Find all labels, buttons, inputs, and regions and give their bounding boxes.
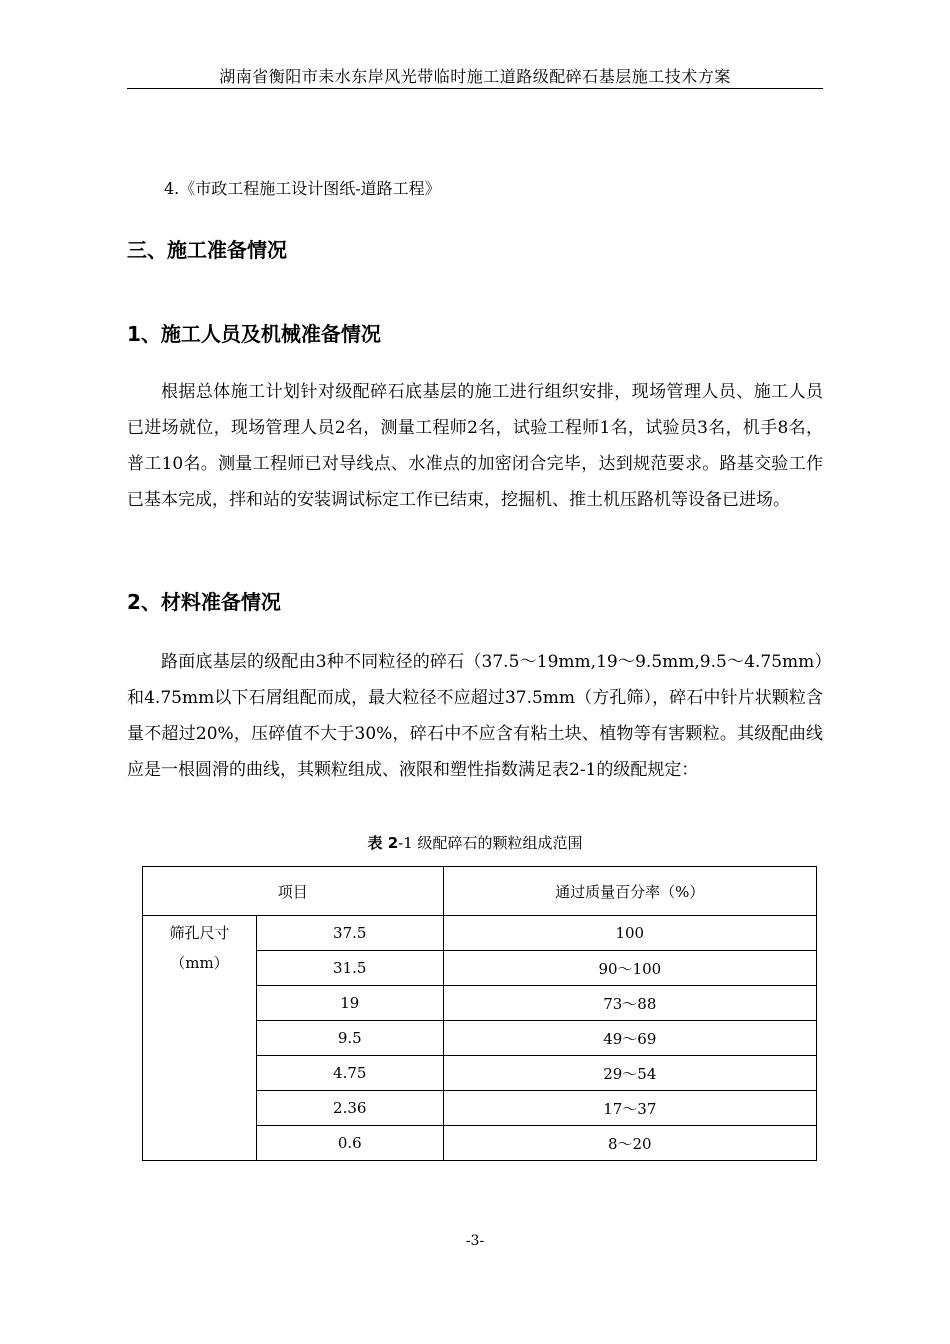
sieve-size-cell: 37.5 xyxy=(256,916,443,951)
subsection-heading-personnel: 1、施工人员及机械准备情况 xyxy=(127,322,381,346)
table-header-item: 项目 xyxy=(143,867,444,916)
sieve-size-label xyxy=(143,916,257,1161)
table-header-pass-rate: 通过质量百分率（%） xyxy=(443,867,816,916)
paragraph-materials: 路面底基层的级配由3种不同粒径的碎石（37.5～19mm,19～9.5mm,9.5～4.75mm）和4.75mm以下石屑组配而成，最大粒径不应超过37.5mm（方孔筛），碎石中针片状颗粒含量不超过20%，压碎值不大于30%，碎石中不应含有粘土块、植物等有害颗粒。其级配曲线应是一根圆滑的曲线，其颗粒组成、液限和塑性指数满足表2-1的级配规定： xyxy=(127,652,823,780)
table-caption-text: -1 级配碎石的颗粒组成范围 xyxy=(398,834,583,852)
pass-rate-cell: 100 xyxy=(443,916,816,951)
sieve-size-label-unit: （mm） xyxy=(170,954,229,972)
page-number: -3- xyxy=(465,1233,485,1249)
pass-rate-cell: 90～100 xyxy=(443,951,816,986)
sieve-size-cell: 19 xyxy=(256,986,443,1021)
table-row xyxy=(143,916,817,951)
reference-item-4: 4.《市政工程施工设计图纸-道路工程》 xyxy=(164,179,441,198)
header-divider xyxy=(127,88,823,89)
pass-rate-cell: 17～37 xyxy=(443,1091,816,1126)
sieve-size-cell: 0.6 xyxy=(256,1126,443,1161)
sieve-size-cell: 31.5 xyxy=(256,951,443,986)
sieve-size-cell: 9.5 xyxy=(256,1021,443,1056)
page-header: 湖南省衡阳市耒水东岸风光带临时施工道路级配碎石基层施工技术方案 xyxy=(219,67,731,86)
section-heading-3: 三、施工准备情况 xyxy=(127,238,287,262)
sieve-size-cell: 4.75 xyxy=(256,1056,443,1091)
sieve-size-cell: 2.36 xyxy=(256,1091,443,1126)
pass-rate-cell: 29～54 xyxy=(443,1056,816,1091)
sieve-size-label-line1: 筛孔尺寸 xyxy=(169,924,230,942)
pass-rate-cell: 49～69 xyxy=(443,1021,816,1056)
grading-table xyxy=(142,866,817,1161)
table-header-row xyxy=(143,867,817,916)
pass-rate-cell: 73～88 xyxy=(443,986,816,1021)
table-caption-number: 表 2 xyxy=(367,834,399,852)
table-caption xyxy=(127,832,823,853)
pass-rate-cell: 8～20 xyxy=(443,1126,816,1161)
subsection-heading-materials: 2、材料准备情况 xyxy=(127,590,281,614)
paragraph-personnel: 根据总体施工计划针对级配碎石底基层的施工进行组织安排，现场管理人员、施工人员已进场就位，现场管理人员2名，测量工程师2名，试验工程师1名，试验员3名，机手8名，普工10名。测量工程师已对导线点、水准点的加密闭合完毕，达到规范要求。路基交验工作已基本完成，拌和站的安装调试标定工作已结束，挖掘机、推土机压路机等设备已进场。 xyxy=(127,382,823,510)
